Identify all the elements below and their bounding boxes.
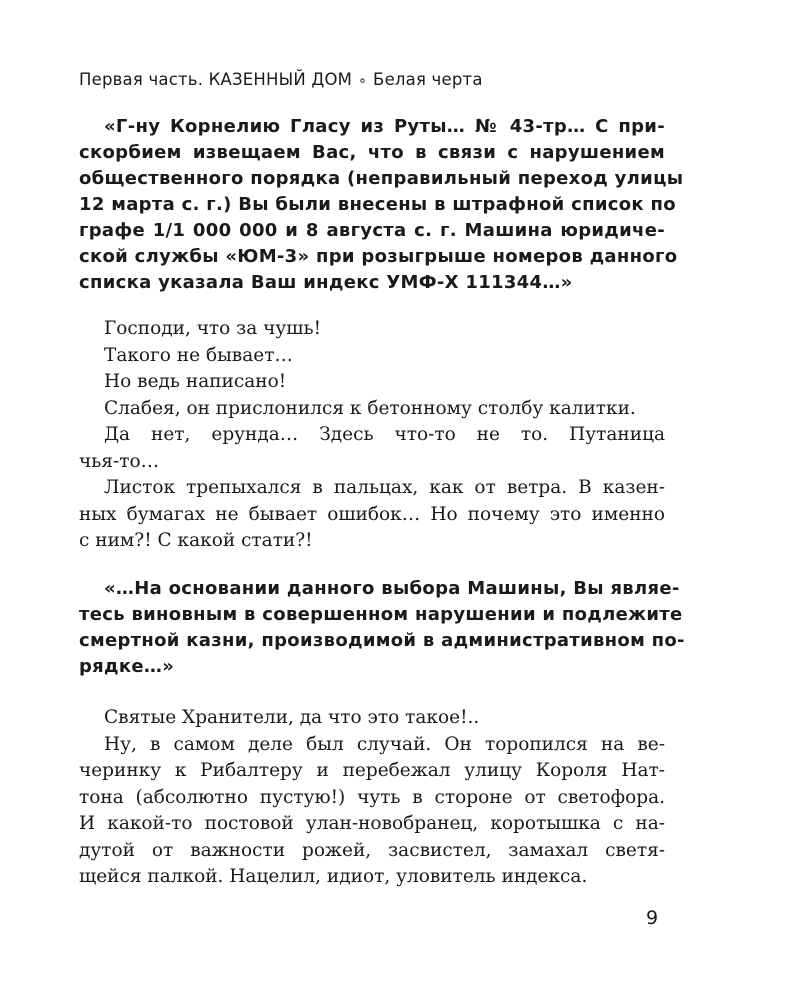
notice-line: ской службы «ЮМ-3» при розыгрыше номеров данного <box>79 246 678 267</box>
narrative-line: Да нет, ерунда… Здесь что-то не то. Путаница <box>104 424 665 445</box>
notice-line: скорбием извещаем Вас, что в связи с нарушением <box>79 142 665 163</box>
narrative-line: ных бумагах не бывает ошибок… Но почему это именно <box>79 503 665 525</box>
narrative-line: с ним?! С какой стати?! <box>79 530 313 551</box>
notice-line: общественного порядка (неправильный переход улицы <box>79 168 684 189</box>
notice-line: «…На основании данного выбора Машины, Вы являе- <box>104 578 680 599</box>
narrative-line: Господи, что за чушь! <box>104 318 322 339</box>
narrative-line: дутой от важности рожей, засвистел, замахал светя- <box>79 839 665 861</box>
header-separator: ∘ <box>358 73 368 89</box>
narrative-section-2 <box>79 705 665 891</box>
notice-line: тесь виновным в совершенном нарушении и подлежите <box>79 604 683 625</box>
header-part-title: Первая часть. КАЗЕННЫЙ ДОМ <box>79 70 353 89</box>
notice-line: списка указала Ваш индекс УМФ-Х 111344…» <box>79 272 573 293</box>
page-number: 9 <box>646 907 659 929</box>
notice-line: рядке…» <box>79 656 175 677</box>
narrative-line: Такого не бывает… <box>104 344 293 366</box>
notice-line: смертной казни, производимой в административном по- <box>79 630 685 651</box>
narrative-line: тона (абсолютно пустую!) чуть в стороне от светофора. <box>79 786 665 808</box>
running-header <box>79 70 483 89</box>
narrative-section-1 <box>79 316 665 555</box>
official-notice-1 <box>79 114 684 296</box>
official-notice-2 <box>79 576 685 680</box>
narrative-line: черинку к Рибалтеру и перебежал улицу Короля Нат- <box>79 760 665 781</box>
narrative-line: чья-то… <box>79 450 160 472</box>
narrative-line: И какой-то постовой улан-новобранец, коротышка с на- <box>79 813 665 834</box>
narrative-line: Ну, в самом деле был случай. Он торопился на ве- <box>104 733 665 755</box>
notice-line: графе 1/1 000 000 и 8 августа с. г. Машина юридиче- <box>79 220 665 241</box>
narrative-line: щейся палкой. Нацелил, идиот, уловитель индекса. <box>79 866 588 887</box>
narrative-line: Слабея, он прислонился к бетонному столбу калитки. <box>104 397 636 419</box>
narrative-line: Листок трепыхался в пальцах, как от ветра. В казен- <box>104 477 665 498</box>
header-chapter-title: Белая черта <box>373 70 483 89</box>
narrative-line: Но ведь написано! <box>104 371 287 392</box>
notice-line: 12 марта с. г.) Вы были внесены в штрафной список по <box>79 194 676 215</box>
notice-line: «Г-ну Корнелию Гласу из Руты… № 43-тр… С при- <box>104 116 665 137</box>
narrative-line: Святые Хранители, да что это такое!.. <box>104 707 480 728</box>
